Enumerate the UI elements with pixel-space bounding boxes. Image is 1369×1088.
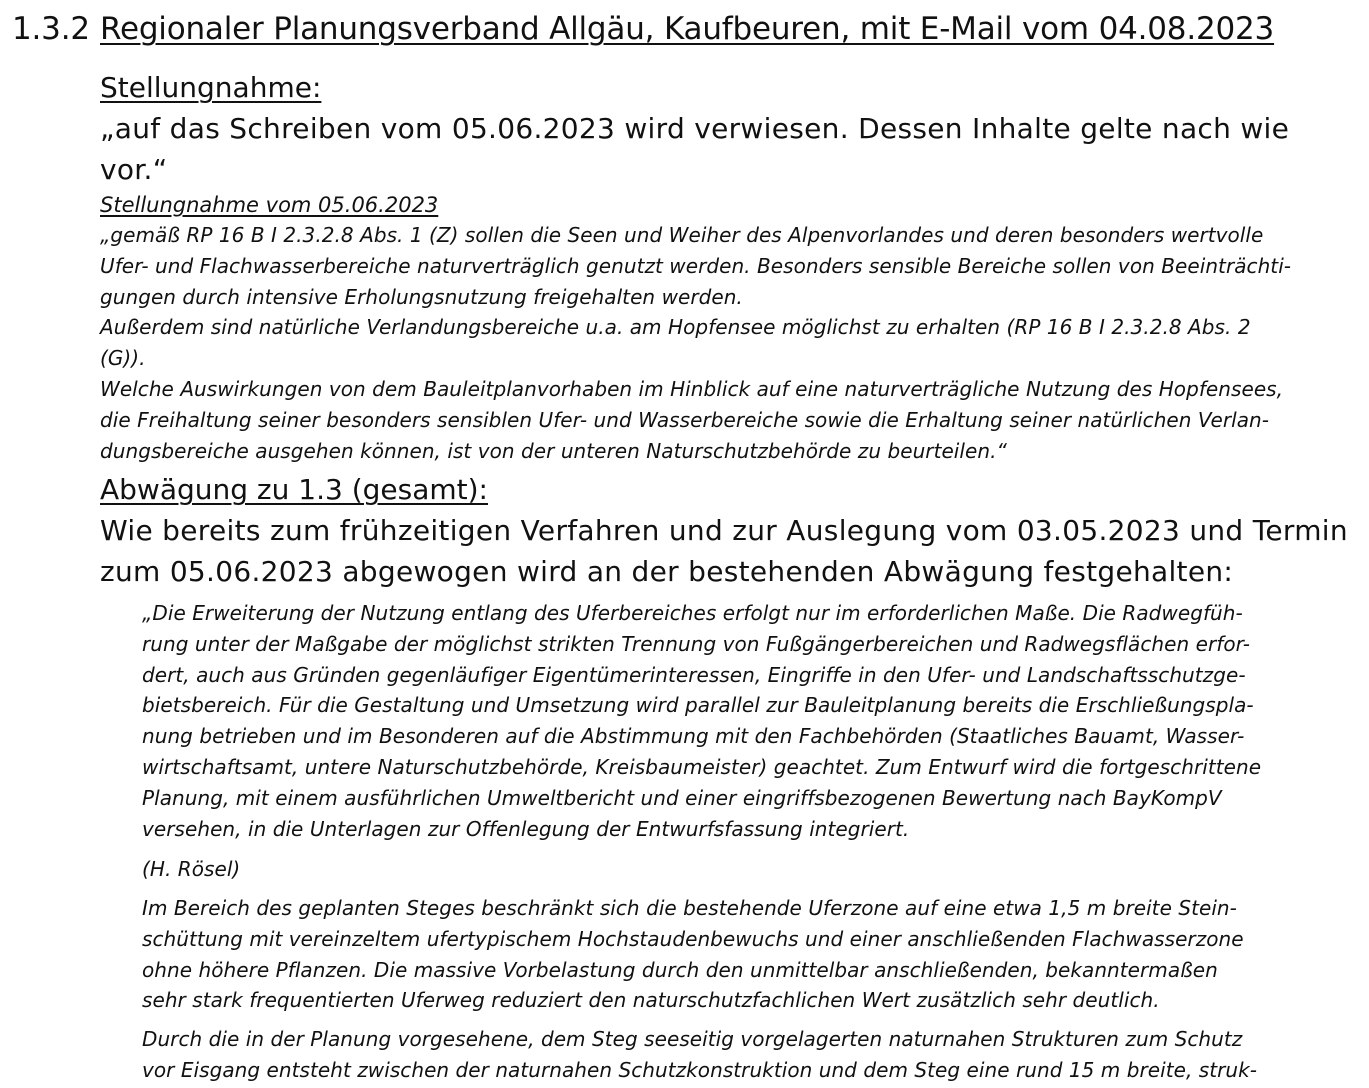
- section-number: 1.3.2: [12, 11, 90, 47]
- text-line: zum 05.06.2023 abgewogen wird an der bestehenden Abwägung festgehalten:: [100, 555, 1234, 588]
- quote-author: [142, 854, 1322, 885]
- text-line: Außerdem sind natürliche Verlandungsbereiche u.a. am Hopfensee möglichst zu erhalten (RP 16 B I 2.3.2.8 Abs. 2: [100, 315, 1251, 340]
- previous-statement-heading: Stellungnahme vom 05.06.2023: [100, 193, 439, 217]
- text-line: „gemäß RP 16 B I 2.3.2.8 Abs. 1 (Z) sollen die Seen und Weiher des Alpenvorlandes und deren besonders wertvolle: [100, 223, 1264, 247]
- text-line: (G)).: [100, 346, 146, 371]
- text-line: rung unter der Maßgabe der möglichst strikten Trennung von Fußgängerbereichen und Radwegsflächen erfor-: [142, 631, 1251, 656]
- previous-statement-text: [100, 220, 1350, 466]
- text-line: Im Bereich des geplanten Steges beschränkt sich die bestehende Uferzone auf eine etwa 1,5 m breite Stein-: [142, 896, 1237, 920]
- text-line: Durch die in der Planung vorgesehene, dem Steg seeseitig vorgelagerten naturnahen Strukturen zum Schutz: [142, 1027, 1243, 1051]
- quote-paragraph-2: [142, 893, 1322, 1016]
- quote-paragraph-1: [142, 598, 1322, 844]
- text-line: Welche Auswirkungen von dem Bauleitplanvorhaben im Hinblick auf eine naturverträgliche Nutzung des Hopfensees,: [100, 376, 1284, 401]
- section-heading: [12, 8, 1274, 50]
- text-line: gungen durch intensive Erholungsnutzung freigehalten werden.: [100, 284, 743, 309]
- text-line: dungsbereiche ausgehen können, ist von der unteren Naturschutzbehörde zu beurteilen.“: [100, 438, 1007, 463]
- abwaegung-section: [100, 470, 1350, 592]
- quote-paragraph-3: [142, 1024, 1322, 1086]
- text-line: versehen, in die Unterlagen zur Offenlegung der Entwurfsfassung integriert.: [142, 816, 910, 841]
- section-title: Regionaler Planungsverband Allgäu, Kaufbeuren, mit E-Mail vom 04.08.2023: [100, 11, 1275, 47]
- text-line: vor.“: [100, 153, 168, 186]
- text-line: Planung, mit einem ausführlichen Umweltbericht und einer eingriffsbezogenen Bewertung nach BayKompV: [142, 785, 1222, 810]
- text-line: „auf das Schreiben vom 05.06.2023 wird verwiesen. Dessen Inhalte gelte nach wie: [100, 112, 1290, 145]
- text-line: vor Eisgang entsteht zwischen der naturnahen Schutzkonstruktion und dem Steg eine rund 15 m breite, struk-: [142, 1057, 1258, 1082]
- text-line: die Freihaltung seiner besonders sensiblen Ufer- und Wasserbereiche sowie die Erhaltung seiner natürlichen Verlan-: [100, 407, 1270, 432]
- text-line: wirtschaftsamt, untere Naturschutzbehörde, Kreisbaumeister) geachtet. Zum Entwurf wird die fortgeschrittene: [142, 754, 1262, 779]
- text-line: bietsbereich. Für die Gestaltung und Umsetzung wird parallel zur Bauleitplanung bereits die Erschließungspla-: [142, 693, 1254, 718]
- text-line: ohne höhere Pflanzen. Die massive Vorbelastung durch den unmittelbar anschließenden, bekanntermaßen: [142, 957, 1218, 982]
- stellungnahme-text: [100, 108, 1350, 190]
- text-line: schüttung mit vereinzeltem ufertypischem Hochstaudenbewuchs und einer anschließenden Flachwasserzone: [142, 926, 1244, 951]
- abwaegung-heading: Abwägung zu 1.3 (gesamt):: [100, 473, 488, 506]
- text-line: dert, auch aus Gründen gegenläufiger Eigentümerinteressen, Eingriffe in den Ufer- und Landschaftsschutzge-: [142, 662, 1246, 687]
- abwaegung-text: [100, 510, 1350, 592]
- text-line: Wie bereits zum frühzeitigen Verfahren und zur Auslegung vom 03.05.2023 und Termin: [100, 514, 1348, 547]
- previous-statement-section: [100, 190, 1350, 466]
- stellungnahme-heading: Stellungnahme:: [100, 71, 322, 104]
- text-line: „Die Erweiterung der Nutzung entlang des Uferbereiches erfolgt nur im erforderlichen Maße. Die Radwegfüh-: [142, 601, 1243, 625]
- author-line: (H. Rösel): [142, 857, 241, 881]
- text-line: Ufer- und Flachwasserbereiche naturverträglich genutzt werden. Besonders sensible Bereiche sollen von Beeinträchti-: [100, 253, 1292, 278]
- text-line: sehr stark frequentierten Uferweg reduziert den naturschutzfachlichen Wert zusätzlich sehr deutlich.: [142, 988, 1160, 1013]
- text-line: nung betrieben und im Besonderen auf die Abstimmung mit den Fachbehörden (Staatliches Bauamt, Wasser-: [142, 724, 1245, 749]
- stellungnahme-section: [100, 68, 1350, 190]
